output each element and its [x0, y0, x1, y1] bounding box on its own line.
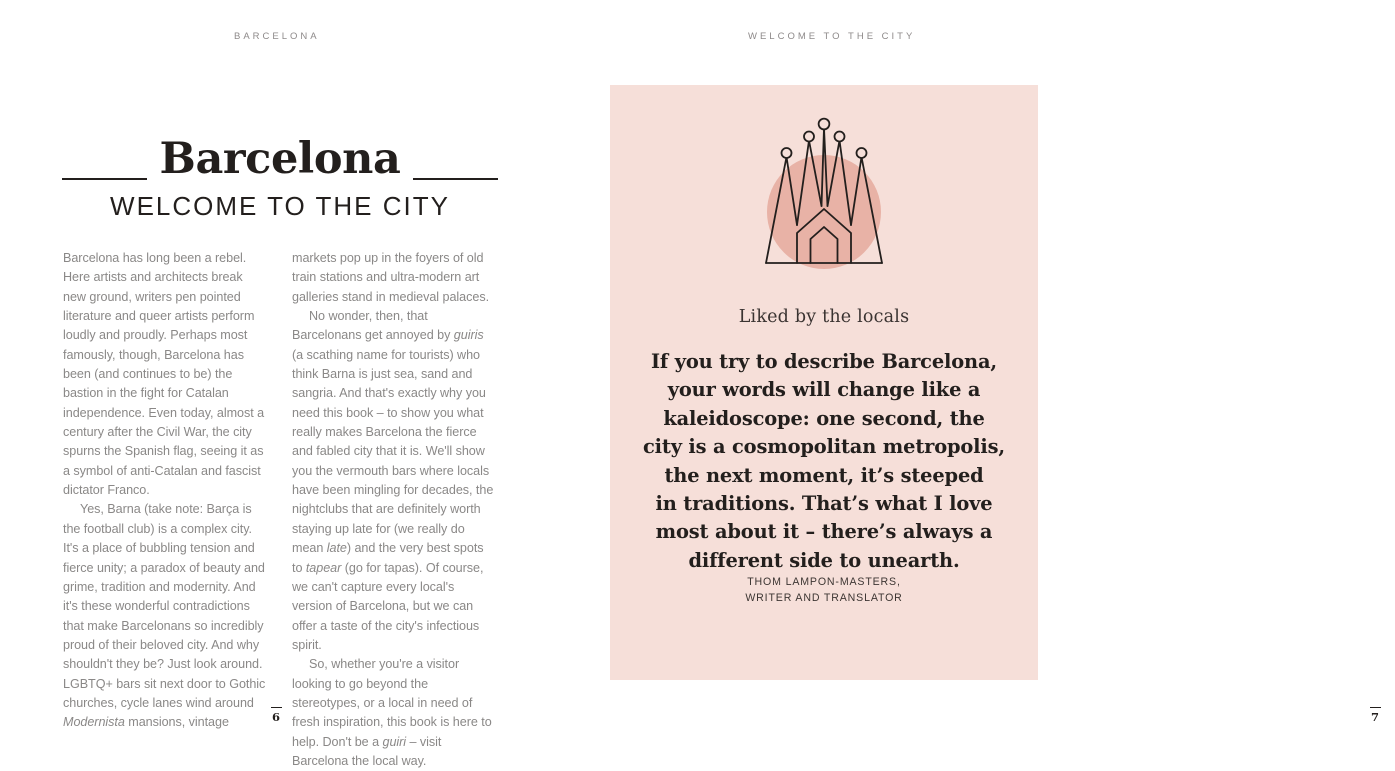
quote-line: kaleidoscope: one second, the	[663, 406, 985, 430]
paragraph: Barcelona has long been a rebel. Here artists and architects break new ground, writers pen pointed literature and queer artists perform loudly and proudly. Perhaps most famously, though, Barcelona has been (and continues to be) the bastion in the fight for Catalan independence. Even today, almost a century after the Civil War, the city spurns the Spanish flag, seeing it as a symbol of anti-Catalan and fascist dictator Franco.	[63, 251, 265, 498]
body-column-two	[292, 249, 495, 768]
sagrada-familia-icon	[739, 115, 909, 285]
page-number: 7	[1370, 710, 1379, 725]
quote-line: If you try to describe Barcelona,	[651, 350, 997, 373]
page-title	[62, 134, 498, 184]
page-subtitle: WELCOME TO THE CITY	[110, 191, 450, 221]
quote-line: your words will change like a	[667, 378, 981, 402]
quote-attribution	[610, 574, 1038, 606]
title-rule-wrapper	[62, 134, 498, 186]
quote-line: in traditions. That’s what I love	[655, 492, 993, 516]
page-title-block	[62, 134, 498, 222]
attribution-line: THOM LAMPON-MASTERS,	[747, 576, 901, 588]
folio-right	[1355, 707, 1395, 723]
quote-line: city is a cosmopolitan metropolis,	[643, 435, 1005, 459]
paragraph: markets pop up in the foyers of old train stations and ultra-modern art galleries stand in medieval palaces.	[292, 251, 490, 304]
body-column-one	[63, 249, 266, 730]
paragraph: Yes, Barna (take note: Barça is the football club) is a complex city. It's a place of bubbling tension and fierce unity; a paradox of beauty and grime, tradition and modernity. And it's these wonderful contradictions that make Barcelonans so incredibly proud of their beloved city. And why shouldn't they be? Just look around. LGBTQ+ bars sit next door to Gothic churches, cycle lanes wind around Modernista mansions, vintage	[63, 502, 266, 730]
quote-line: the next moment, it’s steeped	[664, 463, 984, 487]
left-page	[0, 0, 550, 768]
right-page	[550, 0, 1379, 760]
folio-rule	[271, 707, 282, 708]
paragraph: So, whether you're a visitor looking to go beyond the stereotypes, or a local in need of fresh inspiration, this book is here to help. Don't be a guiri – visit Barcelona the local way.	[292, 657, 492, 768]
paragraph: No wonder, then, that Barcelonans get annoyed by guiris (a scathing name for tourists) who think Barna is just sea, sand and sangria. And that's exactly why you need this book – to show you what really makes Barcelona the fierce and fabled city that it is. We'll show you the vermouth bars where locals have been mingling for decades, the nightclubs that are definitely worth staying up late for (we really do mean late) and the very best spots to tapear (go for tapas). Of course, we can't capture every local's version of Barcelona, but we can offer a taste of the city's infectious spirit.	[292, 309, 494, 652]
attribution-line: WRITER AND TRANSLATOR	[745, 592, 903, 604]
folio-left	[256, 707, 296, 723]
running-head-left: BARCELONA	[234, 31, 320, 42]
running-head-right: WELCOME TO THE CITY	[748, 31, 916, 42]
quote-line: different side to unearth.	[688, 548, 960, 572]
quote-line: most about it – there’s always a	[655, 520, 993, 544]
page-title-text: Barcelona	[147, 134, 414, 184]
quote-panel	[610, 85, 1038, 680]
body-columns	[63, 249, 495, 768]
quote-heading: Liked by the locals	[738, 307, 910, 327]
page-number: 6	[271, 710, 280, 725]
folio-rule	[1370, 707, 1381, 708]
quote-text	[636, 348, 1012, 575]
